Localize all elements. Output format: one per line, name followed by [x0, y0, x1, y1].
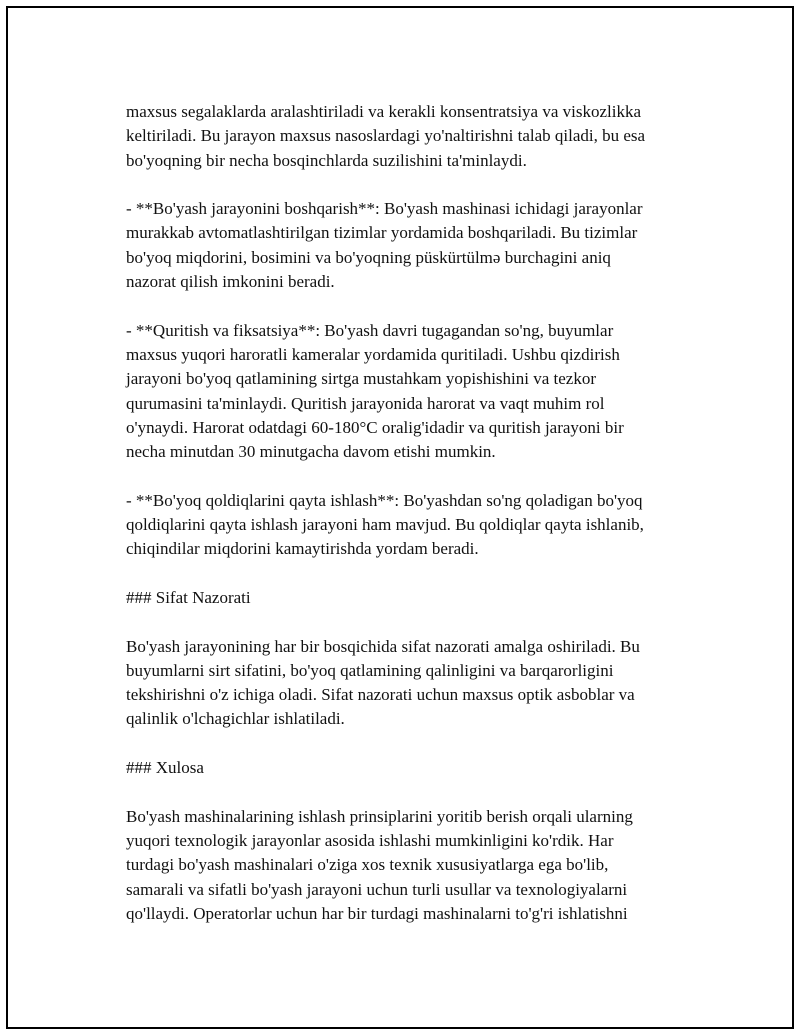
- text-line: - **Quritish va fiksatsiya**: Bo'yash davri tugagandan so'ng, buyumlar: [126, 320, 614, 340]
- paragraph-quality-control: [126, 635, 701, 732]
- text-line: jarayoni bo'yoq qatlamining sirtga mustahkam yopishishini va tezkor: [126, 369, 597, 389]
- text-line: yuqori texnologik jarayonlar asosida ishlashi mumkinligini ko'rdik. Har: [126, 830, 614, 850]
- heading-quality-control: [126, 586, 701, 610]
- text-line: qo'llaydi. Operatorlar uchun har bir turdagi mashinalarni to'g'ri ishlatishni: [126, 903, 628, 923]
- text-line: ### Xulosa: [126, 758, 204, 778]
- paragraph-process-control: [126, 197, 701, 294]
- paragraph-paint-recycling: [126, 489, 701, 562]
- text-line: - **Bo'yoq qoldiqlarini qayta ishlash**: Bo'yashdan so'ng qoladigan bo'yoq: [126, 490, 643, 510]
- text-line: nazorat qilish imkonini beradi.: [126, 272, 335, 292]
- page-frame: [6, 6, 794, 1029]
- text-line: chiqindilar miqdorini kamaytirishda yordam beradi.: [126, 539, 479, 559]
- text-line: murakkab avtomatlashtirilgan tizimlar yordamida boshqariladi. Bu tizimlar: [126, 223, 638, 243]
- text-line: necha minutdan 30 minutgacha davom etishi mumkin.: [126, 442, 496, 462]
- text-line: keltiriladi. Bu jarayon maxsus nasoslardagi yo'naltirishni talab qiladi, bu esa: [126, 126, 646, 146]
- text-line: qalinlik o'lchagichlar ishlatiladi.: [126, 709, 345, 729]
- text-line: qoldiqlarini qayta ishlash jarayoni ham mavjud. Bu qoldiqlar qayta ishlanib,: [126, 515, 644, 535]
- text-line: qurumasini ta'minlaydi. Quritish jarayonida harorat va vaqt muhim rol: [126, 393, 605, 413]
- text-line: maxsus segalaklarda aralashtiriladi va kerakli konsentratsiya va viskozlikka: [126, 102, 642, 121]
- text-line: bo'yoq miqdorini, bosimini va bo'yoqning püskürtülmə burchagini aniq: [126, 247, 611, 267]
- document-body: [126, 100, 701, 926]
- text-line: bo'yoqning bir necha bosqinchlarda suzilishini ta'minlaydi.: [126, 150, 527, 170]
- text-line: turdagi bo'yash mashinalari o'ziga xos texnik xususiyatlarga ega bo'lib,: [126, 855, 609, 875]
- text-line: tekshirishni o'z ichiga oladi. Sifat nazorati uchun maxsus optik asboblar va: [126, 685, 635, 705]
- paragraph-conclusion: [126, 805, 701, 926]
- text-line: ### Sifat Nazorati: [126, 587, 251, 607]
- heading-conclusion: [126, 756, 701, 780]
- text-line: maxsus yuqori haroratli kameralar yordamida quritiladi. Ushbu qizdirish: [126, 344, 620, 364]
- text-line: o'ynaydi. Harorat odatdagi 60-180°C oralig'idadir va quritish jarayoni bir: [126, 417, 624, 437]
- paragraph-preparation: [126, 100, 701, 173]
- text-line: - **Bo'yash jarayonini boshqarish**: Bo'yash mashinasi ichidagi jarayonlar: [126, 199, 643, 219]
- text-line: Bo'yash jarayonining har bir bosqichida sifat nazorati amalga oshiriladi. Bu: [126, 636, 640, 656]
- text-line: Bo'yash mashinalarining ishlash prinsiplarini yoritib berish orqali ularning: [126, 806, 633, 826]
- text-line: samarali va sifatli bo'yash jarayoni uchun turli usullar va texnologiyalarni: [126, 879, 628, 899]
- paragraph-drying-fixation: [126, 319, 701, 465]
- text-line: buyumlarni sirt sifatini, bo'yoq qatlamining qalinligini va barqarorligini: [126, 660, 614, 680]
